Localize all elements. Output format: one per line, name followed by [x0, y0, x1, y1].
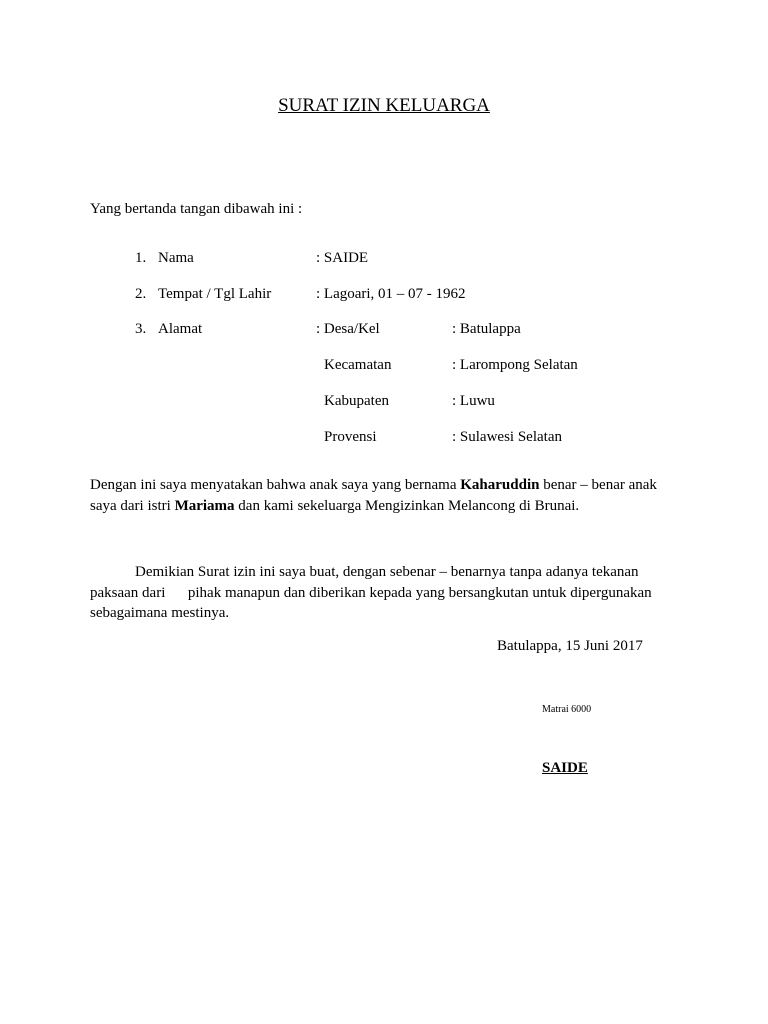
field-value: : Desa/Kel	[316, 321, 380, 337]
statement-paragraph	[90, 475, 680, 516]
closing-line-2: paksaan dari pihak manapun dan diberikan kepada yang bersangkutan untuk dipergunakan	[90, 585, 652, 601]
stamp-label: Matrai 6000	[542, 704, 592, 715]
statement-part-2: benar – benar anak saya dari istri	[90, 477, 657, 514]
field-value: : Lagoari, 01 – 07 - 1962	[316, 286, 466, 302]
field-label: Tempat / Tgl Lahir	[158, 286, 272, 302]
field-number: 3.	[135, 321, 147, 337]
address-provensi-value: : Sulawesi Selatan	[452, 429, 562, 445]
intro-text: Yang bertanda tangan dibawah ini :	[90, 201, 303, 217]
address-kabupaten-label: Kabupaten	[324, 393, 389, 409]
address-desa-value: : Batulappa	[452, 321, 521, 337]
child-name: Kaharuddin	[460, 477, 540, 493]
statement-part-3: dan kami sekeluarga Mengizinkan Melancong di Brunai.	[234, 497, 580, 514]
document-title: SURAT IZIN KELUARGA	[278, 95, 490, 116]
wife-name: Mariama	[174, 497, 235, 514]
address-kabupaten-value: : Luwu	[452, 393, 495, 409]
signer-name: SAIDE	[542, 760, 588, 776]
address-kecamatan-value: : Larompong Selatan	[452, 357, 578, 373]
address-provensi-label: Provensi	[324, 429, 377, 445]
place-date: Batulappa, 15 Juni 2017	[497, 638, 643, 654]
closing-line-3: sebagaimana mestinya.	[90, 605, 230, 621]
field-value: : SAIDE	[316, 250, 369, 266]
field-label: Alamat	[158, 321, 203, 337]
field-number: 2.	[135, 286, 147, 302]
field-label: Nama	[158, 250, 194, 266]
statement-part-1: Dengan ini saya menyatakan bahwa anak saya yang bernama	[90, 477, 461, 493]
closing-line-1: Demikian Surat izin ini saya buat, dengan sebenar – benarnya tanpa adanya tekanan	[135, 564, 639, 580]
field-number: 1.	[135, 250, 147, 266]
address-kecamatan-label: Kecamatan	[324, 357, 392, 373]
